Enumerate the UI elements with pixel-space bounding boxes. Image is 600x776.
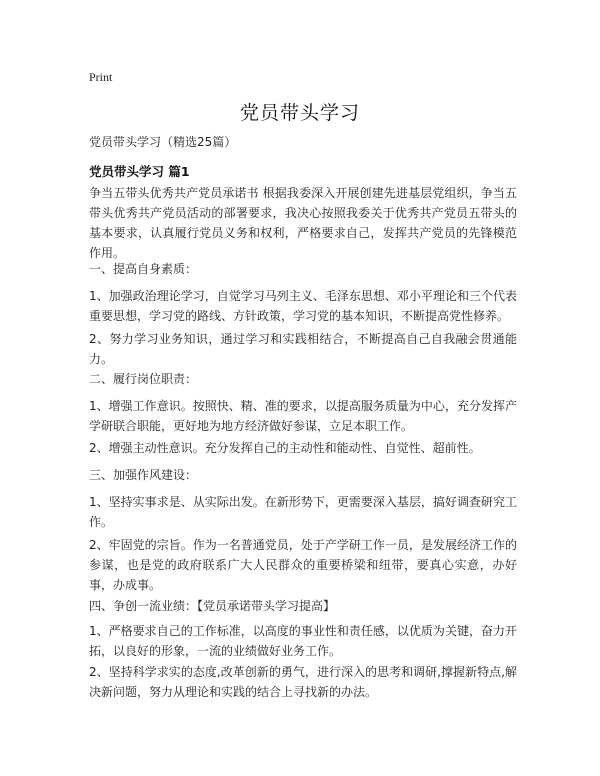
paragraph-item: 1、加强政治理论学习，自觉学习马列主义、毛泽东思想、邓小平理论和三个代表重要思想，学习党的路线、方针政策，学习党的基本知识，不断提高党性修养。 bbox=[89, 289, 517, 323]
heading-job-duties: 二、履行岗位职责： bbox=[89, 372, 198, 386]
heading-work-style: 三、加强作风建设： bbox=[89, 468, 198, 482]
paragraph-item: 2、牢固党的宗旨。作为一名普通党员，处于产学研工作一员，是发展经济工作的参谋，也是党的政府联系广大人民群众的重要桥梁和纽带，要真心实意，办好事，办成事。 bbox=[89, 538, 517, 592]
document-subtitle: 党员带头学习（精选25篇） bbox=[89, 135, 237, 149]
paragraph-item: 2、坚持科学求实的态度,改革创新的勇气，进行深入的思考和调研,撑握新特点,解决新问题，努力从理论和实践的结合上寻找新的办法。 bbox=[89, 665, 517, 699]
paragraph-item: 1、坚持实事求是、从实际出发。在新形势下，更需要深入基层，搞好调查研究工作。 bbox=[89, 495, 517, 529]
print-link[interactable]: Print bbox=[89, 70, 113, 84]
section-heading: 党员带头学习 篇1 bbox=[89, 164, 190, 179]
paragraph-item: 1、严格要求自己的工作标准，以高度的事业性和责任感，以优质为关键，奋力开拓，以良好的形象，一流的业绩做好业务工作。 bbox=[89, 624, 517, 658]
paragraph-item: 1、增强工作意识。按照快、精、准的要求，以提高服务质量为中心，充分发挥产学研联合职能，更好地为地方经济做好参谋，立足本职工作。 bbox=[89, 399, 517, 433]
paragraph-item: 2、增强主动性意识。充分发挥自己的主动性和能动性、自觉性、超前性。 bbox=[89, 441, 481, 455]
heading-first-class-performance: 四、争创一流业绩：【党员承诺带头学习提高】 bbox=[89, 599, 336, 613]
paragraph-item: 2、努力学习业务知识，通过学习和实践相结合，不断提高自己自我融会贯通能力。 bbox=[89, 332, 517, 366]
heading-improve-quality: 一、提高自身素质： bbox=[89, 262, 198, 276]
page-title: 党员带头学习 bbox=[239, 102, 360, 124]
intro-paragraph: 争当五带头优秀共产党员承诺书 根据我委深入开展创建先进基层党组织，争当五带头优秀共产党员活动的部署要求，我决心按照我委关于优秀共产党员五带头的基本要求，认真履行党员义务和权利，严格要求自己，发挥共产党员的先锋模范作用。 bbox=[89, 186, 517, 260]
